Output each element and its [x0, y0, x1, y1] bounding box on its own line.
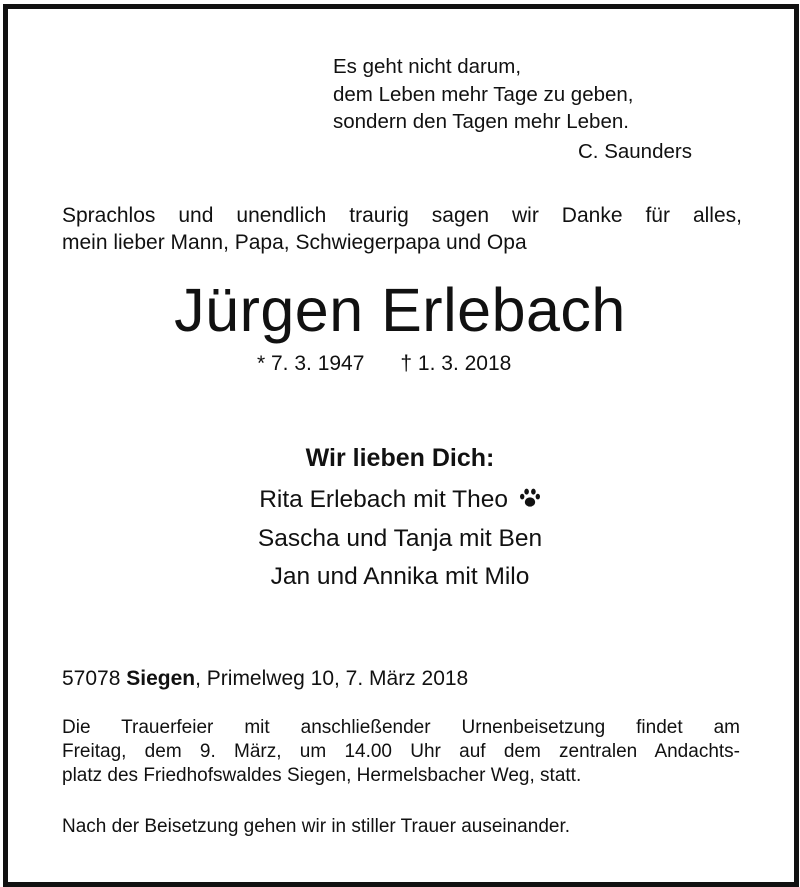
family-member: Jan und Annika mit Milo	[270, 563, 530, 590]
birth-date: * 7. 3. 1947	[257, 352, 365, 375]
city: Siegen	[126, 667, 196, 690]
quote	[333, 53, 634, 136]
quote-line: sondern den Tagen mehr Leben.	[333, 110, 629, 133]
family-member-name: Rita Erlebach mit Theo	[259, 486, 508, 513]
funeral-line: platz des Friedhofswaldes Siegen, Hermelsbacher Weg, statt.	[62, 765, 582, 786]
intro-line: Sprachlos und unendlich traurig sagen wir Danke für alles,	[62, 204, 742, 227]
family-member: Sascha und Tanja mit Ben	[257, 524, 543, 552]
intro-line: mein lieber Mann, Papa, Schwiegerpapa und Opa	[62, 231, 527, 254]
family-member	[0, 481, 800, 520]
place-date-line	[62, 667, 468, 691]
address-date: , Primelweg 10, 7. März 2018	[195, 667, 469, 690]
funeral-line: Freitag, dem 9. März, um 14.00 Uhr auf dem zentralen Andachts-	[62, 741, 740, 762]
family-heading: Wir lieben Dich:	[305, 444, 495, 472]
intro-text	[62, 202, 742, 256]
closing-text: Nach der Beisetzung gehen wir in stiller Trauer auseinander.	[62, 816, 571, 837]
paw-print-icon	[519, 488, 541, 508]
deceased-name: Jürgen Erlebach	[174, 276, 626, 344]
quote-line: dem Leben mehr Tage zu geben,	[333, 82, 634, 106]
quote-author: C. Saunders	[578, 140, 692, 163]
funeral-notice	[62, 716, 740, 788]
funeral-line: Die Trauerfeier mit anschließender Urnenbeisetzung findet am	[62, 717, 740, 738]
life-dates	[257, 352, 511, 376]
zip-code: 57078	[62, 667, 121, 690]
family-list	[0, 481, 800, 597]
death-date: † 1. 3. 2018	[400, 352, 512, 375]
quote-line: Es geht nicht darum,	[333, 55, 522, 78]
